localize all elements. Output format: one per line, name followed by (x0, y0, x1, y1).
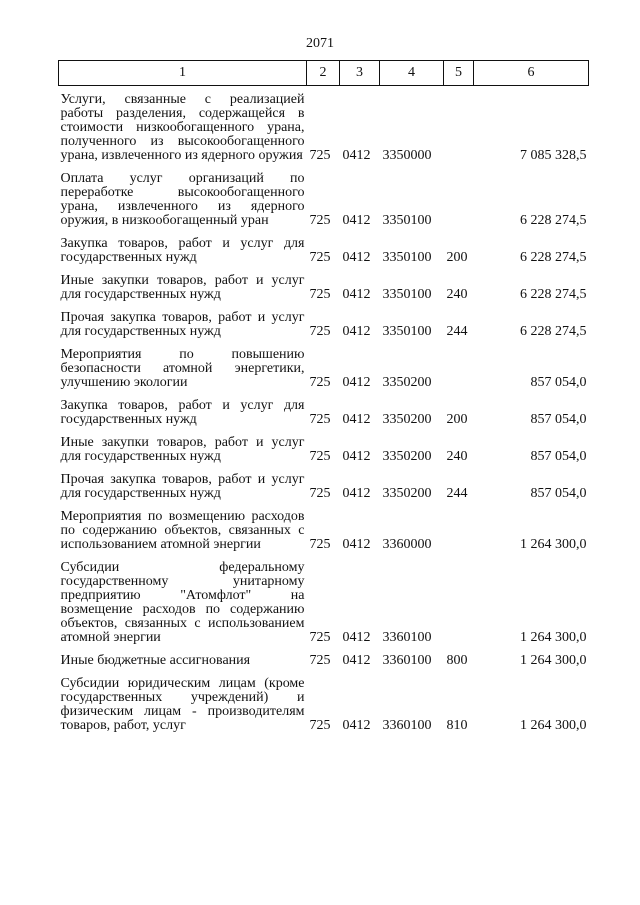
amount: 1 264 300,0 (520, 537, 587, 552)
expense-type-code: 240 (446, 449, 468, 464)
ministry-code: 725 (309, 287, 331, 302)
table-row (59, 464, 589, 501)
row-description: Субсидии федеральному государственному унитарному предприятию "Атомфлот" на возмещение расходов по содержанию объектов, связанных с использованием атомной энергии (60, 560, 305, 645)
expense-type-code (444, 552, 474, 645)
target-article-code: 3350000 (382, 148, 432, 163)
table-row (59, 501, 589, 552)
ministry-code: 725 (309, 718, 331, 733)
amount: 6 228 274,5 (520, 250, 587, 265)
table-row (59, 668, 589, 733)
section-code: 0412 (342, 324, 371, 339)
target-article-code: 3360100 (382, 630, 432, 645)
expense-type-code: 244 (446, 324, 468, 339)
ministry-code: 725 (309, 148, 331, 163)
target-article-code: 3360100 (382, 653, 432, 668)
header-row (59, 61, 589, 86)
ministry-code: 725 (309, 630, 331, 645)
section-code: 0412 (342, 148, 371, 163)
target-article-code: 3360000 (382, 537, 432, 552)
table-row (59, 339, 589, 390)
target-article-code: 3350100 (382, 250, 432, 265)
ministry-code: 725 (309, 486, 331, 501)
amount: 1 264 300,0 (520, 653, 587, 668)
ministry-code: 725 (309, 449, 331, 464)
ministry-code: 725 (309, 412, 331, 427)
section-code: 0412 (342, 412, 371, 427)
section-code: 0412 (342, 486, 371, 501)
amount: 857 054,0 (530, 375, 587, 390)
section-code: 0412 (342, 250, 371, 265)
table-row (59, 302, 589, 339)
row-description: Иные бюджетные ассигнования (60, 653, 251, 668)
table-row (59, 645, 589, 668)
page-number: 2071 (306, 36, 334, 51)
section-code: 0412 (342, 718, 371, 733)
expense-type-code: 800 (446, 653, 468, 668)
section-code: 0412 (342, 287, 371, 302)
expense-type-code: 244 (446, 486, 468, 501)
section-code: 0412 (342, 537, 371, 552)
expense-type-code: 240 (446, 287, 468, 302)
expense-type-code (444, 501, 474, 552)
budget-table (58, 60, 589, 733)
row-description: Прочая закупка товаров, работ и услуг для государственных нужд (60, 310, 305, 339)
expense-type-code (444, 163, 474, 228)
expense-type-code (444, 86, 474, 164)
target-article-code: 3360100 (382, 718, 432, 733)
row-description: Оплата услуг организаций по переработке высокообогащенного урана, извлеченного из ядерного оружия, в низкообогащенный уран (60, 171, 305, 228)
target-article-code: 3350100 (382, 287, 432, 302)
section-code: 0412 (342, 630, 371, 645)
section-code: 0412 (342, 213, 371, 228)
table-row (59, 228, 589, 265)
section-code: 0412 (342, 449, 371, 464)
amount: 1 264 300,0 (520, 630, 587, 645)
ministry-code: 725 (309, 653, 331, 668)
column-header-5: 5 (444, 61, 474, 86)
expense-type-code: 200 (446, 250, 468, 265)
ministry-code: 725 (309, 537, 331, 552)
target-article-code: 3350200 (382, 375, 432, 390)
table-row (59, 390, 589, 427)
ministry-code: 725 (309, 324, 331, 339)
target-article-code: 3350200 (382, 449, 432, 464)
table-header (59, 61, 589, 86)
target-article-code: 3350100 (382, 324, 432, 339)
row-description: Мероприятия по возмещению расходов по содержанию объектов, связанных с использованием атомной энергии (60, 509, 305, 552)
amount: 857 054,0 (530, 486, 587, 501)
column-header-2: 2 (307, 61, 340, 86)
column-header-3: 3 (340, 61, 380, 86)
row-description: Мероприятия по повышению безопасности атомной энергетики, улучшению экологии (60, 347, 305, 390)
expense-type-code: 200 (446, 412, 468, 427)
section-code: 0412 (342, 375, 371, 390)
table-row (59, 86, 589, 164)
table-row (59, 265, 589, 302)
column-header-4: 4 (380, 61, 444, 86)
row-description: Закупка товаров, работ и услуг для государственных нужд (60, 236, 305, 265)
amount: 857 054,0 (530, 449, 587, 464)
row-description: Иные закупки товаров, работ и услуг для государственных нужд (60, 273, 305, 302)
table-row (59, 427, 589, 464)
amount: 6 228 274,5 (520, 287, 587, 302)
table-row (59, 163, 589, 228)
expense-type-code: 810 (446, 718, 468, 733)
expense-type-code (444, 339, 474, 390)
target-article-code: 3350100 (382, 213, 432, 228)
amount: 857 054,0 (530, 412, 587, 427)
row-description: Прочая закупка товаров, работ и услуг для государственных нужд (60, 472, 305, 501)
amount: 6 228 274,5 (520, 324, 587, 339)
amount: 1 264 300,0 (520, 718, 587, 733)
row-description: Иные закупки товаров, работ и услуг для государственных нужд (60, 435, 305, 464)
target-article-code: 3350200 (382, 486, 432, 501)
table-body (59, 86, 589, 734)
ministry-code: 725 (309, 375, 331, 390)
ministry-code: 725 (309, 250, 331, 265)
column-header-6: 6 (474, 61, 589, 86)
amount: 7 085 328,5 (520, 148, 587, 163)
table-row (59, 552, 589, 645)
row-description: Закупка товаров, работ и услуг для государственных нужд (60, 398, 305, 427)
amount: 6 228 274,5 (520, 213, 587, 228)
section-code: 0412 (342, 653, 371, 668)
column-header-1: 1 (59, 61, 307, 86)
target-article-code: 3350200 (382, 412, 432, 427)
row-description: Услуги, связанные с реализацией работы разделения, содержащейся в стоимости низкообогащенного урана, полученного из высокообогащенного урана, извлеченного из ядерного оружия (60, 92, 305, 163)
ministry-code: 725 (309, 213, 331, 228)
row-description: Субсидии юридическим лицам (кроме государственных учреждений) и физическим лицам - производителям товаров, работ, услуг (60, 676, 305, 733)
